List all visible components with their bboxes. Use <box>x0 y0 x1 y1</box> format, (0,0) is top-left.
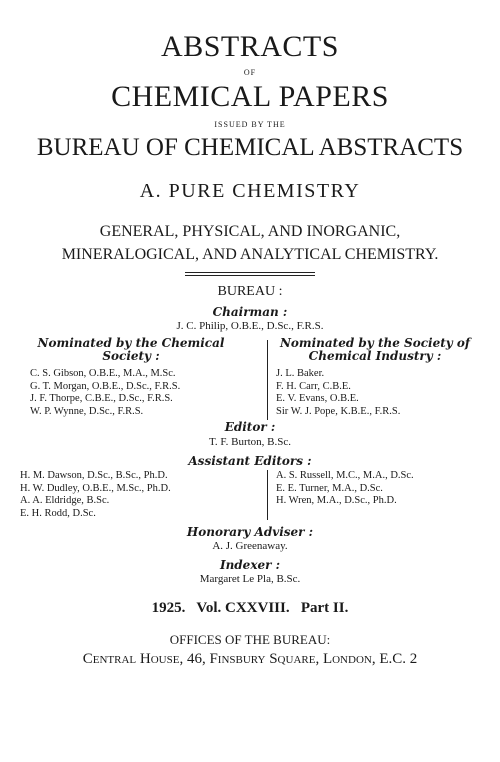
indexer-label: Indexer : <box>219 558 281 572</box>
offices-heading: OFFICES OF THE BUREAU: <box>169 632 331 647</box>
chairman-label: Chairman : <box>212 305 288 319</box>
divider-rule-bottom <box>185 275 315 276</box>
chairman-name: J. C. Philip, O.B.E., D.Sc., F.R.S. <box>176 320 324 332</box>
member: Sir W. J. Pope, K.B.E., F.R.S. <box>276 405 401 417</box>
title-abstracts: ABSTRACTS <box>161 30 339 63</box>
chem-society-heading <box>20 337 242 362</box>
assistant-editor: E. H. Rodd, D.Sc. <box>20 507 96 519</box>
member: C. S. Gibson, O.B.E., M.A., M.Sc. <box>30 368 176 379</box>
member: J. F. Thorpe, C.B.E., D.Sc., F.R.S. <box>30 393 173 404</box>
assistant-editor: A. A. Eldridge, B.Sc. <box>20 495 110 506</box>
assistant-editor: A. S. Russell, M.C., M.A., D.Sc. <box>276 470 414 481</box>
indexer-name: Margaret Le Pla, B.Sc. <box>199 573 301 585</box>
title-chemical-papers: CHEMICAL PAPERS <box>111 80 389 113</box>
chem-industry-members <box>276 368 400 418</box>
bureau-heading: BUREAU : <box>217 284 283 299</box>
subtitle-line2: MINERALOGICAL, AND ANALYTICAL CHEMISTRY. <box>61 246 439 263</box>
chem-society-members <box>30 368 180 418</box>
assistant-editors-left <box>20 470 171 520</box>
editor-label: Editor : <box>224 420 276 434</box>
member: J. L. Baker. <box>276 368 325 379</box>
title-bureau: BUREAU OF CHEMICAL ABSTRACTS <box>36 134 464 161</box>
assistant-editor: E. E. Turner, M.A., D.Sc. <box>276 482 383 494</box>
chem-industry-heading-line2: Chemical Industry : <box>308 348 442 363</box>
assistant-column-divider <box>267 470 268 520</box>
assistant-editor: H. Wren, M.A., D.Sc., Ph.D. <box>276 495 397 506</box>
chem-industry-heading-line1: Nominated by the Society of <box>279 336 471 350</box>
member: E. V. Evans, O.B.E. <box>276 393 359 404</box>
issued-by: ISSUED BY THE <box>214 120 286 129</box>
title-of: OF <box>243 68 257 77</box>
member: F. H. Carr, C.B.E. <box>276 380 351 392</box>
member: G. T. Morgan, O.B.E., D.Sc., F.R.S. <box>30 380 181 392</box>
chem-society-heading-line1: Nominated by the Chemical <box>37 336 225 350</box>
member: W. P. Wynne, D.Sc., F.R.S. <box>30 405 144 417</box>
divider-rule-top <box>185 272 315 273</box>
section-title: A. PURE CHEMISTRY <box>139 180 361 202</box>
adviser-name: A. J. Greenaway. <box>212 540 288 552</box>
assistant-editors-right <box>276 470 414 508</box>
chem-industry-heading <box>270 337 480 362</box>
assistant-editor: H. M. Dawson, D.Sc., B.Sc., Ph.D. <box>20 470 168 481</box>
column-divider <box>267 340 268 420</box>
adviser-label: Honorary Adviser : <box>186 525 314 539</box>
chem-society-heading-line2: Society : <box>102 348 160 363</box>
address: Central House, 46, Finsbury Square, London, E.C. 2 <box>82 651 418 667</box>
subtitle-line1: GENERAL, PHYSICAL, AND INORGANIC, <box>99 223 401 240</box>
editor-name: T. F. Burton, B.Sc. <box>208 436 292 448</box>
assistant-editors-label: Assistant Editors : <box>188 454 312 468</box>
volume-line: 1925. Vol. CXXVIII. Part II. <box>151 600 349 616</box>
assistant-editor: H. W. Dudley, O.B.E., M.Sc., Ph.D. <box>20 482 171 494</box>
